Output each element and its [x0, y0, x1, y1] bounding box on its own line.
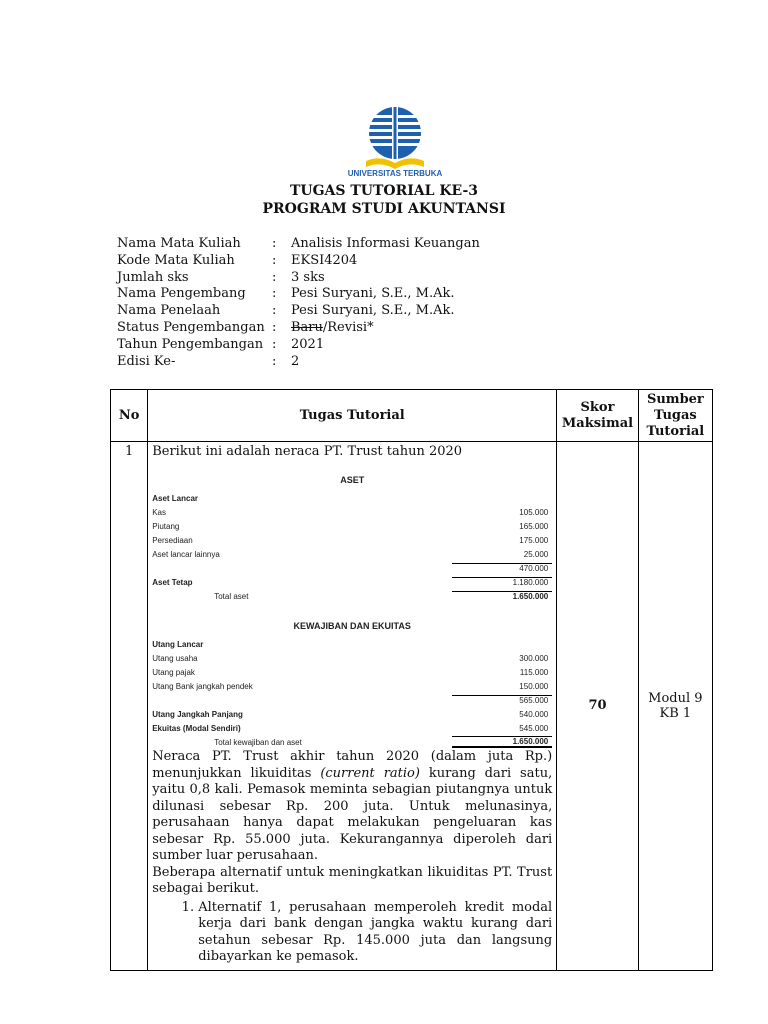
- tutorial-table: [110, 389, 713, 971]
- meta-colon: :: [272, 353, 277, 369]
- logo-caption: UNIVERSITAS TERBUKA: [347, 169, 443, 178]
- utang-panjang-label: Utang Jangkah Panjang: [152, 709, 243, 719]
- meta-colon: :: [272, 303, 277, 319]
- n-row: [152, 651, 552, 665]
- current-ratio-term: (current ratio): [320, 765, 420, 781]
- meta-value: Analisis Informasi Keuangan: [291, 236, 480, 251]
- meta-key: Kode Mata Kuliah: [117, 252, 235, 268]
- n-row: [152, 575, 552, 589]
- n-row: [152, 519, 552, 533]
- meta-row: [117, 337, 480, 354]
- kas-label: Kas: [152, 507, 167, 517]
- aset-lain-label: Aset lancar lainnya: [152, 549, 220, 559]
- n-row: [152, 735, 552, 749]
- balance-sheet: [152, 475, 552, 749]
- subtotal-utang-lancar: 565.000: [452, 695, 552, 705]
- meta-row: [117, 253, 480, 270]
- status-value: /Revisi*: [322, 319, 374, 335]
- utang-bank-label: Utang Bank jangkah pendek: [152, 681, 253, 691]
- meta-key: Status Pengembangan: [117, 319, 265, 335]
- utang-panjang-value: 540.000: [519, 709, 549, 719]
- task-intro: Berikut ini adalah neraca PT. Trust tahun 2020: [152, 444, 463, 459]
- kas-value: 105.000: [519, 507, 549, 517]
- n-row: [152, 547, 552, 561]
- persediaan-value: 175.000: [519, 535, 549, 545]
- max-score: 70: [557, 442, 639, 971]
- aset-lancar-heading: Aset Lancar: [152, 493, 199, 503]
- utang-usaha-label: Utang usaha: [152, 653, 198, 663]
- aset-tetap-value: 1.180.000: [452, 577, 552, 587]
- persediaan-label: Persediaan: [152, 535, 193, 545]
- n-row: [152, 491, 552, 505]
- meta-value: EKSI4204: [291, 252, 358, 268]
- ekuitas-value: 545.000: [519, 723, 549, 733]
- list-item: 1. Alternatif 1, perusahaan memperoleh kredit modal kerja dari bank dengan jangka waktu kurang dari setahun sebesar Rp. 145.000 juta dan langsung dibayarkan ke pemasok.: [198, 900, 552, 966]
- meta-key: Nama Penelaah: [117, 303, 221, 319]
- kewajiban-heading: KEWAJIBAN DAN EKUITAS: [293, 621, 411, 631]
- piutang-label: Piutang: [152, 521, 180, 531]
- n-row: [152, 589, 552, 603]
- meta-colon: :: [272, 336, 277, 352]
- n-row: [152, 533, 552, 547]
- meta-colon: :: [272, 252, 277, 268]
- paragraph-liquidity: [152, 749, 552, 865]
- total-kewajiban-label: Total kewajiban dan aset: [214, 737, 302, 747]
- meta-value: Pesi Suryani, S.E., M.Ak.: [291, 303, 455, 319]
- meta-row: [117, 303, 480, 320]
- total-aset-value: 1.650.000: [452, 591, 552, 601]
- meta-value: 2021: [291, 336, 325, 352]
- n-row: [152, 637, 552, 651]
- n-row: [152, 679, 552, 693]
- utang-pajak-value: 115.000: [519, 667, 549, 677]
- meta-row: [117, 320, 480, 337]
- header-source: Sumber Tugas Tutorial: [638, 390, 712, 442]
- source-module: Modul 9 KB 1: [638, 442, 712, 971]
- meta-row: [117, 354, 480, 371]
- meta-row: [117, 270, 480, 287]
- meta-value: [291, 320, 374, 337]
- aset-lain-value: 25.000: [523, 549, 549, 559]
- meta-key: Jumlah sks: [117, 269, 189, 285]
- n-row: [152, 707, 552, 721]
- aset-heading: ASET: [340, 475, 365, 485]
- n-row: [152, 693, 552, 707]
- header-task: Tugas Tutorial: [148, 390, 557, 442]
- meta-colon: :: [272, 236, 277, 251]
- table-row-para1_a: Neraca PT. Trust akhir tahun 2020 (dalam juta Rp.) menunjukkan likuiditas: [152, 749, 553, 781]
- meta-colon: :: [272, 286, 277, 302]
- utang-pajak-label: Utang pajak: [152, 667, 195, 677]
- table-row: [111, 442, 713, 971]
- n-row: [152, 665, 552, 679]
- document-title: TUGAS TUTORIAL KE-3: [289, 183, 479, 199]
- total-aset-label: Total aset: [214, 591, 249, 601]
- paragraph-alternatives: Beberapa alternatif untuk meningkatkan likuiditas PT. Trust sebagai berikut.: [152, 864, 553, 896]
- utang-usaha-value: 300.000: [519, 653, 549, 663]
- program-title: PROGRAM STUDI AKUNTANSI: [262, 201, 506, 217]
- header-skor: Skor Maksimal: [557, 390, 639, 442]
- meta-colon: :: [272, 269, 277, 285]
- n-row: [152, 721, 552, 735]
- meta-value: Pesi Suryani, S.E., M.Ak.: [291, 286, 455, 302]
- meta-value: 2: [291, 353, 300, 369]
- utang-lancar-heading: Utang Lancar: [152, 639, 204, 649]
- struck-value: Baru: [291, 319, 323, 335]
- meta-key: Nama Pengembang: [117, 286, 246, 302]
- meta-value: 3 sks: [291, 269, 325, 285]
- course-info: [117, 236, 480, 370]
- table-row-para1_b: kurang dari satu, yaitu 0,8 kali. Pemasok meminta sebagian piutangnya untuk dilunasi sebesar Rp. 200 juta. Untuk melunasinya, perusahaan hanya dapat melakukan pengeluaran kas sebesar Rp. 55.000 juta. Kekurangannya diperoleh dari sumber luar perusahaan.: [152, 765, 553, 863]
- task-cell: [148, 442, 557, 971]
- table-header-row: [111, 390, 713, 442]
- meta-row: [117, 286, 480, 303]
- header-no: No: [111, 390, 148, 442]
- total-kewajiban-value: 1.650.000: [452, 736, 552, 748]
- meta-key: Edisi Ke-: [117, 353, 176, 369]
- subtotal-aset-lancar: 470.000: [452, 563, 552, 573]
- meta-row: [117, 236, 480, 253]
- meta-colon: :: [272, 319, 277, 335]
- meta-key: Tahun Pengembangan: [117, 336, 264, 352]
- aset-tetap-label: Aset Tetap: [152, 577, 193, 587]
- utang-bank-value: 150.000: [519, 681, 549, 691]
- alternatives-list: [152, 900, 552, 966]
- piutang-value: 165.000: [519, 521, 549, 531]
- row-number: 1: [111, 442, 148, 971]
- ekuitas-label: Ekuitas (Modal Sendiri): [152, 723, 241, 733]
- n-row: [152, 505, 552, 519]
- meta-key: Nama Mata Kuliah: [117, 236, 241, 251]
- n-row: [152, 561, 552, 575]
